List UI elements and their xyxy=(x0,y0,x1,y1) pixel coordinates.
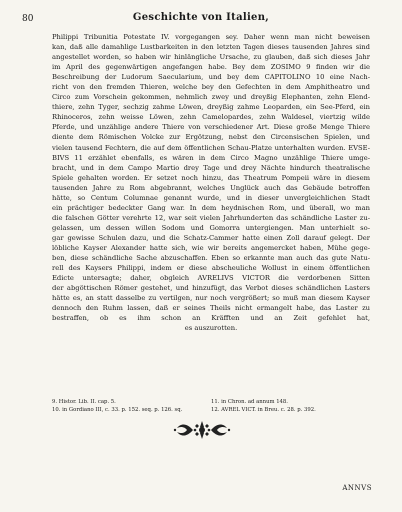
text-line: bracht, und in dem Campo Martio drey Tage und drey Nächte hindurch theatralische xyxy=(52,163,370,172)
text-line: Beschreibung der Ludorum Saecularium, und bey dem CAPITOLINO 10 eine Nach- xyxy=(52,73,370,82)
running-title: Geschichte von Italien, xyxy=(132,12,270,23)
text-line: Spiele gehalten worden. Er setzet noch hinzu, das Theatrum Pompeii wäre in diesem xyxy=(52,173,370,182)
text-line: dennoch den Ruhm lassen, daß er seines Theils nicht ermangelt habe, das Laster zu xyxy=(52,304,370,313)
text-line: tausenden Jahre zu Rom abgebrannt, welches Unglück auch das Gebäude betroffen xyxy=(52,183,370,192)
text-line-last: es auszurotten. xyxy=(184,324,238,333)
main-text xyxy=(52,32,370,333)
text-line: bestraffen, ob es ihm schon an Kräfften und an Zeit gefehlet hat, xyxy=(52,314,370,323)
page-number: 80 xyxy=(22,14,34,24)
page-header xyxy=(22,12,380,28)
floral-vignette-icon xyxy=(173,419,231,441)
text-line: gelassen, um dessen willen Sodom und Gomorra untergiengen. Man unterhielt so- xyxy=(52,223,370,232)
footnote-row xyxy=(52,406,370,414)
text-line: ein prächtiger bedeckter Gang war. In dem heydnischen Rom, und überall, wo man xyxy=(52,203,370,212)
footnotes xyxy=(52,398,370,414)
footnote-10: 10. in Gordiano III, c. 33. p. 152. seq. p. 126. sq. xyxy=(52,407,183,413)
footnote-9: 9. Histor. Lib. II. cap. 5. xyxy=(52,399,116,405)
text-line: im April des gegenwärtigen angefangen habe. Bey dem ZOSIMO 9 finden wir die xyxy=(52,63,370,72)
footnote-11: 11. in Chron. ad annum 148. xyxy=(211,399,288,405)
text-line: thiere, zehn Tyger, sechzig zahme Löwen, dreyßig zahme Leoparden, ein See-Pferd, ein xyxy=(52,103,370,112)
footnote-12: 12. AVREL VICT. in Breu. c. 28. p. 392. xyxy=(211,407,316,413)
text-line: Philippi Tribunitia Potestate IV. vorgegangen sey. Daher wenn man nicht beweisen xyxy=(52,33,370,41)
text-line: vielen tausend Fechtern, die auf dem öffentlichen Schau-Platze unterhalten wurden. EVSE- xyxy=(52,143,370,152)
footnote-row xyxy=(52,398,370,406)
text-line: die falschen Götter verehrte 12, war seit vielen Jahrhunderten das schändliche Laster zu- xyxy=(52,213,370,222)
text-line: Rhinoceros, zehn weisse Löwen, zehn Camelopardes, zehn Waldesel, viertzig wilde xyxy=(52,113,370,122)
catchword: ANNVS xyxy=(342,484,372,492)
text-line: Pferde, und unzählige andere Thiere von verschiedener Art. Diese große Menge Thiere xyxy=(52,123,370,132)
text-line: gar gewisse Schulen dazu, und die Schatz-Cammer hatte einen Zoll darauf gelegt. Der xyxy=(52,233,370,242)
text-line: richt von den fremden Thieren, welche bey den Gefechten in dem Amphitheatro und xyxy=(52,83,370,92)
text-line: löbliche Kayser Alexander hatte sich, wie wir bereits angemercket haben, Mühe gege- xyxy=(52,243,370,252)
text-line: der abgöttischen Römer gestehet, und hinzufügt, das Verbot dieses schändlichen Lasters xyxy=(52,284,370,293)
text-line: BIVS 11 erzählet ebenfalls, es wären in dem Circo Magno unzählige Thiere umge- xyxy=(52,153,370,162)
text-line: angestellet worden, so haben wir hinlängliche Ursache, zu glauben, daß sich dieses Jahr xyxy=(52,53,370,62)
text-line: hätte, so Centum Columnae genannt wurde, und in dieser unvergleichlichen Stadt xyxy=(52,193,370,202)
text-line: rell des Kaysers Philippi, indem er diese abscheuliche Wollust in einem öffentlichen xyxy=(52,264,370,273)
text-line: diente dem Römischen Volcke zur Ergötzung, nebst den Circensischen Spielen, und xyxy=(52,133,370,142)
text-line: Circo zum Vorschein gekommen, nehmlich zwey und dreyßig Elephanten, zehn Elend- xyxy=(52,93,370,102)
text-line: Edicte untersagte; daher, obgleich AVRELIVS VICTOR die verdorbenen Sitten xyxy=(52,274,370,283)
text-line: kan, daß alle damahlige Lustbarkeiten in den letzten Tagen dieses tausenden Jahres sind xyxy=(52,43,370,52)
text-line: ben, diese schändliche Sache abzuschaffen. Eben so erkannte man auch das gute Natu- xyxy=(52,254,370,263)
text-line: hätte es, an statt dasselbe zu vertilgen, nur noch vergrößert; so muß man diesem Kayser xyxy=(52,294,370,303)
